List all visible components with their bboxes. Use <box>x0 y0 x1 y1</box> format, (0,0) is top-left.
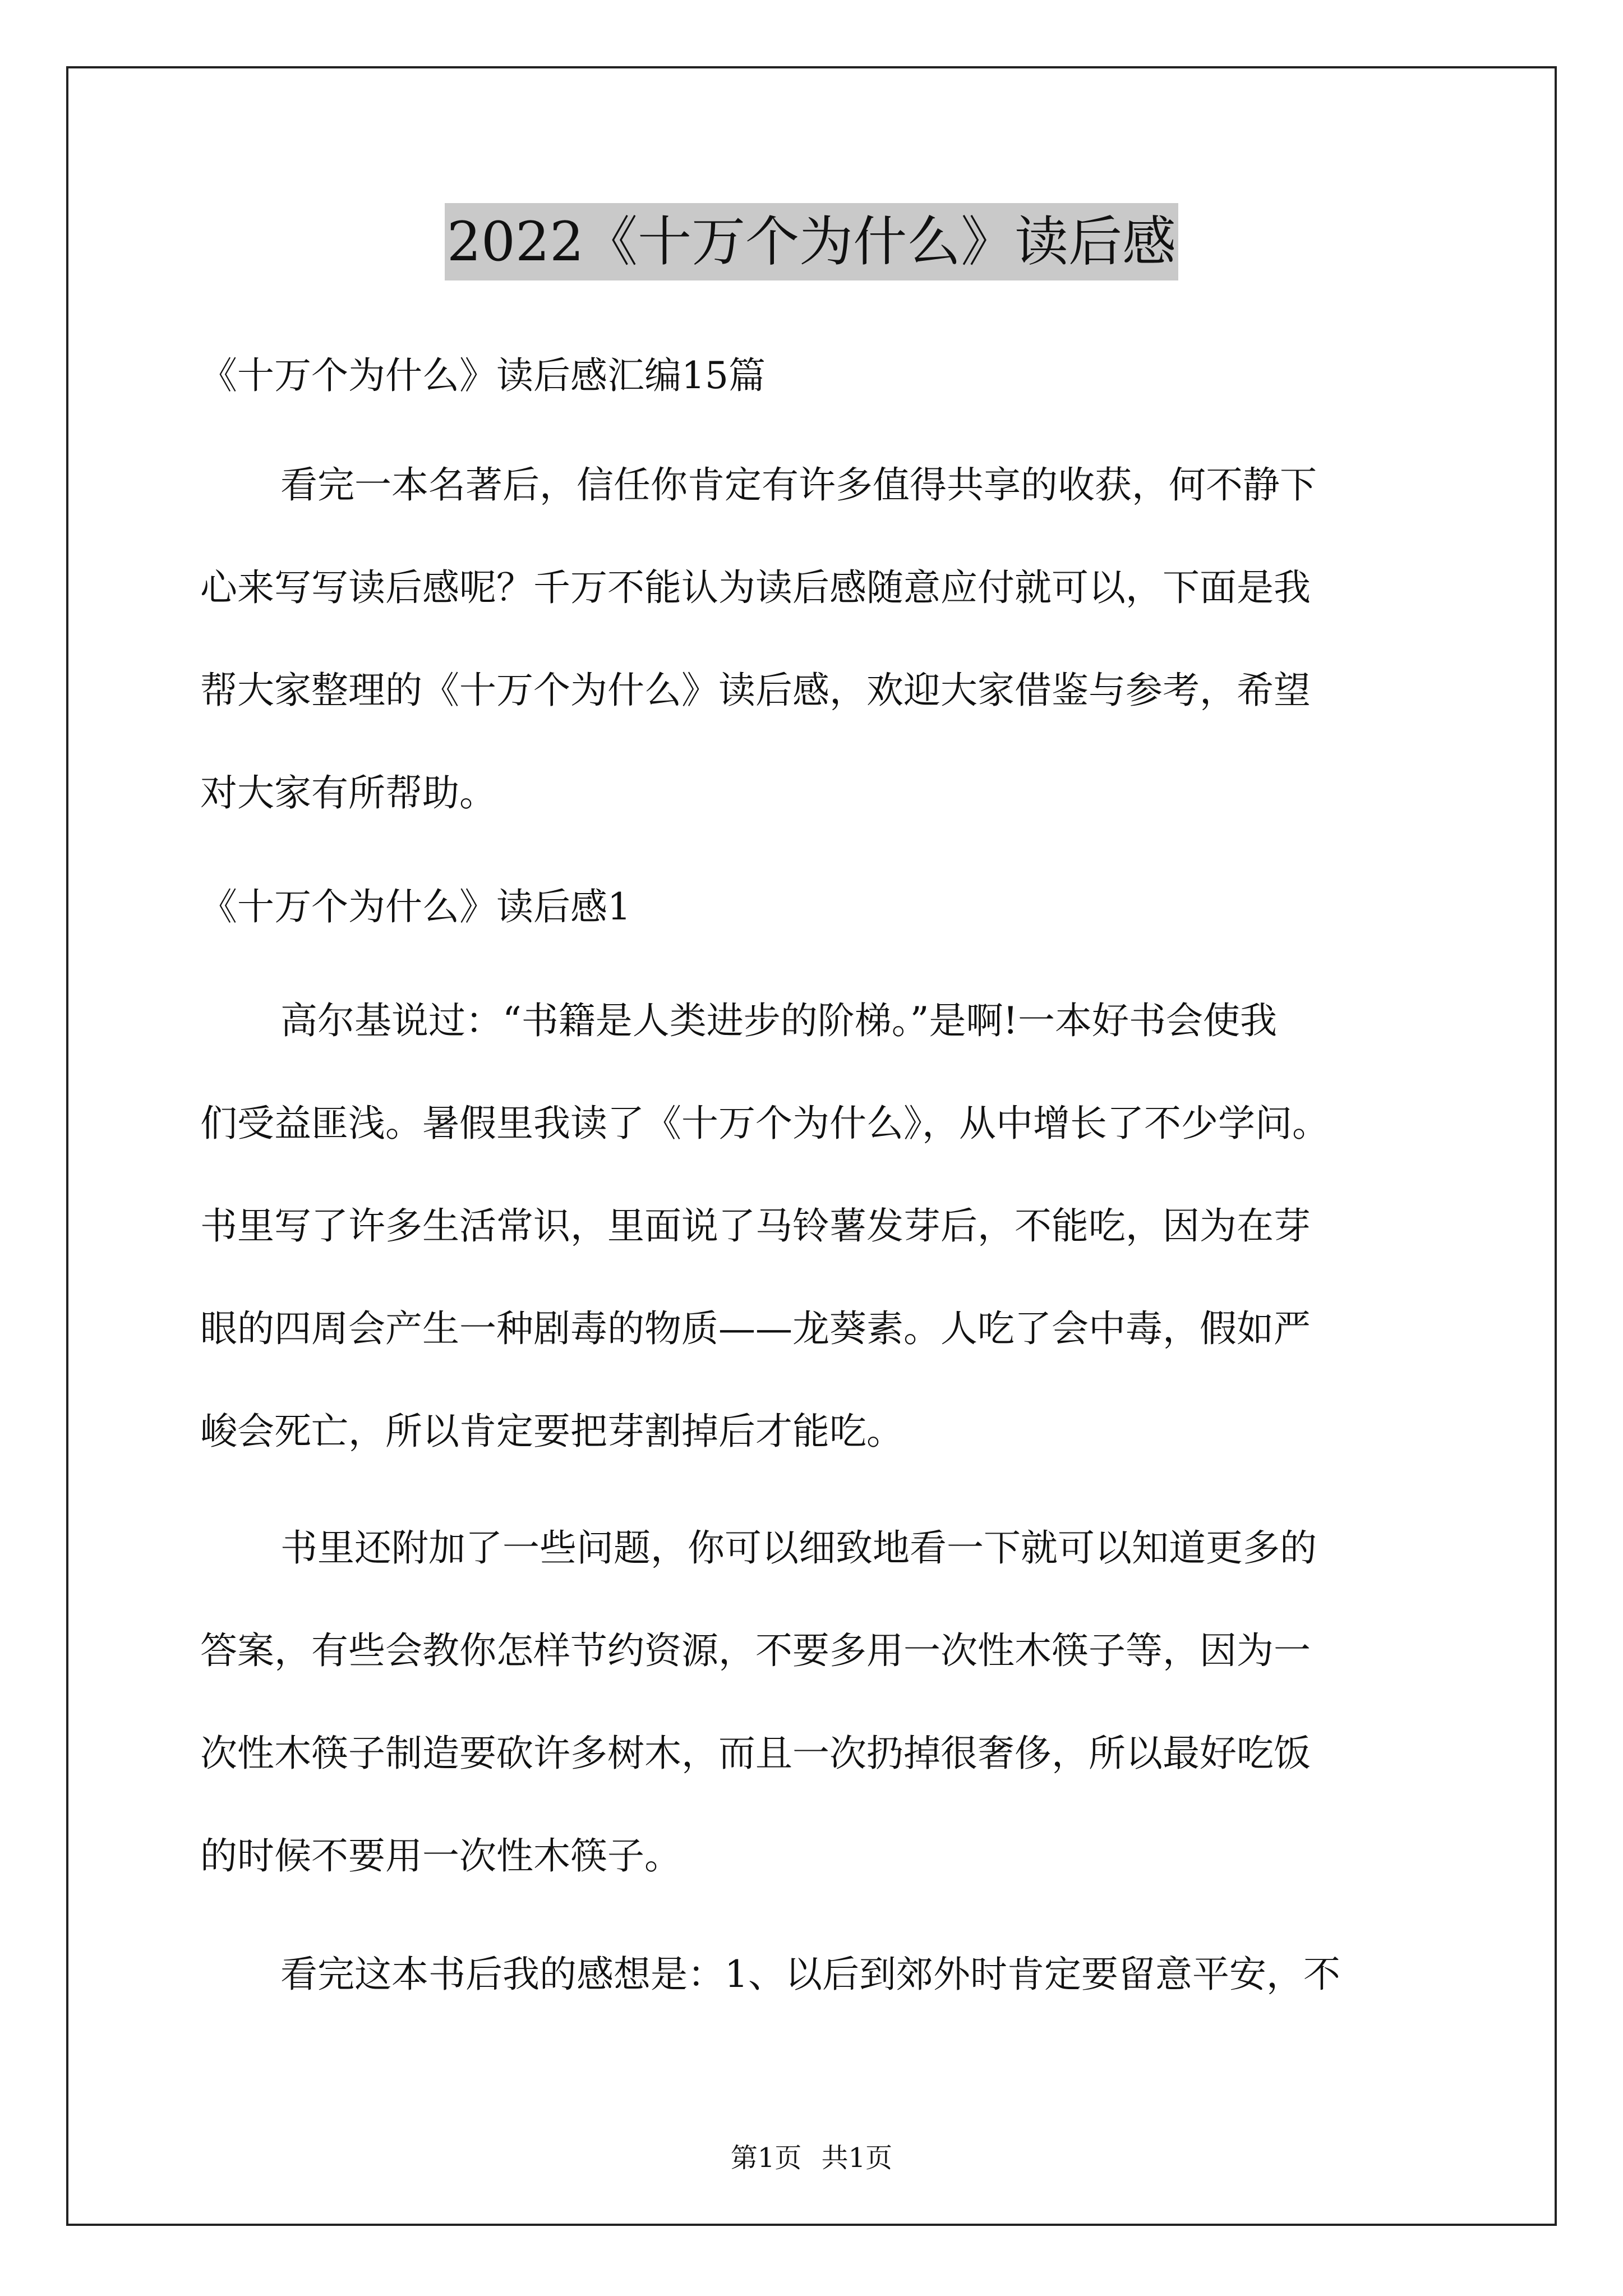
paragraph-line: 对大家有所帮助。 <box>200 771 496 815</box>
subtitle-line: 《十万个为什么》读后感汇编15篇 <box>200 354 766 397</box>
paragraph-line: 次性木筷子制造要砍许多树木，而且一次扔掉很奢侈，所以最好吃饭 <box>200 1732 1311 1775</box>
paragraph-line: 看完这本书后我的感想是：1、以后到郊外时肯定要留意平安，不 <box>280 1953 1340 1996</box>
page-total: 共1页 <box>821 2142 893 2174</box>
document-title: 2022《十万个为什么》读后感 <box>445 203 1178 280</box>
paragraph-line: 帮大家整理的《十万个为什么》读后感，欢迎大家借鉴与参考，希望 <box>200 669 1311 712</box>
paragraph-line: 峻会死亡，所以肯定要把芽割掉后才能吃。 <box>200 1410 903 1453</box>
paragraph-line: 眼的四周会产生一种剧毒的物质——龙葵素。人吃了会中毒，假如严 <box>200 1307 1311 1350</box>
page-footer <box>0 2136 1623 2175</box>
paragraph-line: 看完一本名著后，信任你肯定有许多值得共享的收获，何不静下 <box>280 463 1317 507</box>
section-heading: 《十万个为什么》读后感1 <box>200 885 631 928</box>
paragraph-line: 们受益匪浅。暑假里我读了《十万个为什么》，从中增长了不少学问。 <box>200 1102 1329 1145</box>
paragraph-line: 的时候不要用一次性木筷子。 <box>200 1834 681 1878</box>
paragraph-line: 书里写了许多生活常识，里面说了马铃薯发芽后，不能吃，因为在芽 <box>200 1204 1311 1248</box>
paragraph-line: 心来写写读后感呢？千万不能认为读后感随意应付就可以，下面是我 <box>200 566 1311 609</box>
paragraph-line: 高尔基说过：“书籍是人类进步的阶梯。”是啊!一本好书会使我 <box>280 999 1278 1042</box>
page-number: 第1页 <box>730 2142 802 2174</box>
paragraph-line: 答案，有些会教你怎样节约资源，不要多用一次性木筷子等，因为一 <box>200 1629 1311 1672</box>
title-container <box>0 203 1623 280</box>
paragraph-line: 书里还附加了一些问题，你可以细致地看一下就可以知道更多的 <box>280 1526 1317 1570</box>
